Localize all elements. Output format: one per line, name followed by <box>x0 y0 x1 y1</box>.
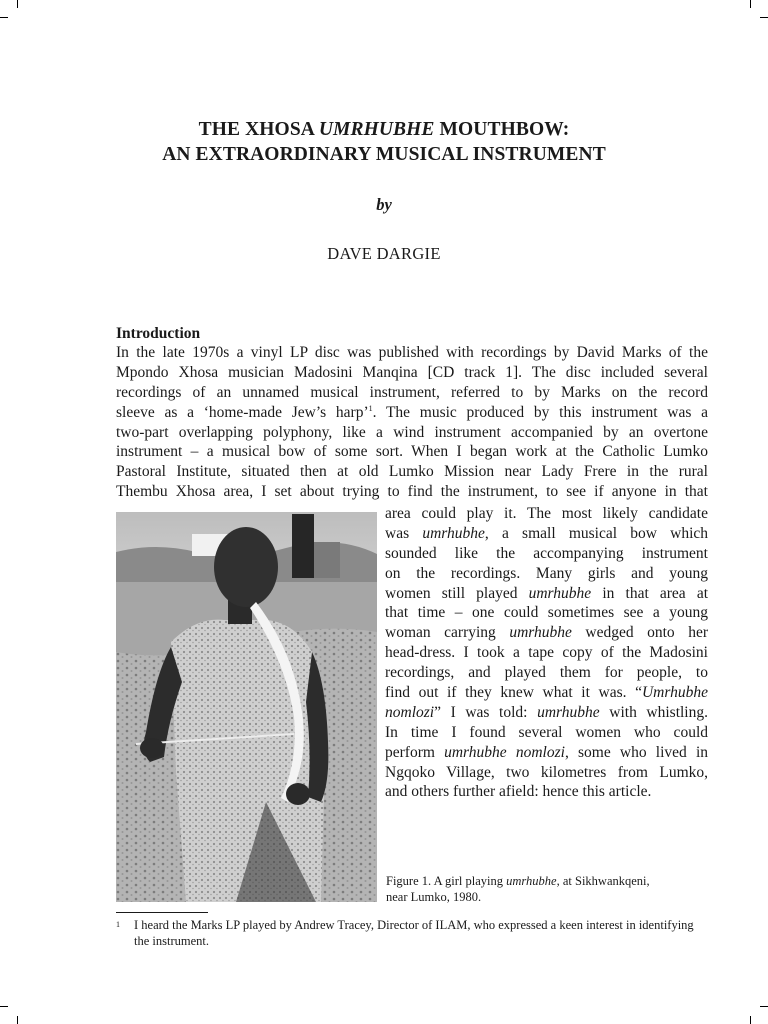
side-line: was umrhubhe, a small musical bow which <box>385 524 708 542</box>
intro-line: Mpondo Xhosa musician Madosini Manqina [CD track 1]. The disc included several <box>116 363 708 381</box>
side-line: find out if they knew what it was. “Umrhubhe <box>385 684 708 702</box>
side-line: sounded like the accompanying instrument <box>385 544 708 562</box>
crop-mark-top-left <box>0 17 8 18</box>
crop-mark-bottom-left <box>0 1006 8 1007</box>
intro-line: sleeve as a ‘home-made Jew’s harp’$^1$. The music produced by this instrument was a <box>116 403 708 421</box>
wrap-text-column <box>385 504 708 802</box>
intro-line: Pastoral Institute, situated then at old Lumko Mission near Lady Frere in the rural <box>116 463 708 481</box>
crop-mark-bottom-right <box>760 1006 768 1007</box>
side-line: on the recordings. Many girls and young <box>385 564 708 582</box>
photo-girl-playing-umrhubhe <box>116 512 377 902</box>
side-line: perform umrhubhe nomlozi, some who lived in <box>385 743 708 761</box>
intro-line: In the late 1970s a vinyl LP disc was published with recordings by David Marks of the <box>116 344 708 361</box>
figure-photo <box>116 512 377 902</box>
side-line: area could play it. The most likely candidate <box>385 505 708 522</box>
article-title <box>0 117 768 167</box>
footnote <box>116 917 708 949</box>
intro-line: two-part overlapping polyphony, like a wind instrument accompanied by an overtone <box>116 423 708 441</box>
intro-line: instrument – a musical bow of some sort. When I began work at the Catholic Lumko <box>116 443 708 461</box>
footnote-reference[interactable]: 1 <box>368 403 373 413</box>
byline: by <box>376 195 392 214</box>
crop-mark-top-right <box>760 17 768 18</box>
side-line: women still played umrhubhe in that area at <box>385 584 708 602</box>
footnote-number: 1 <box>116 920 120 929</box>
intro-line: recordings of an unnamed musical instrument, referred to by Marks on the record <box>116 383 708 401</box>
crop-mark-top-left-v <box>17 0 18 8</box>
author-name: DAVE DARGIE <box>327 244 441 263</box>
side-line: Ngqoko Village, two kilometres from Lumko, <box>385 763 708 781</box>
side-line: In time I found several women who could <box>385 723 708 741</box>
side-line: recordings, and played them for people, to <box>385 664 708 682</box>
section-heading: Introduction <box>116 325 201 342</box>
side-line: nomlozi” I was told: umrhubhe with whistling. <box>385 703 708 721</box>
crop-mark-bottom-right-v <box>750 1016 751 1024</box>
crop-mark-bottom-left-v <box>17 1016 18 1024</box>
footnote-divider <box>116 912 208 913</box>
footnote-text: I heard the Marks LP played by Andrew Tracey, Director of ILAM, who expressed a keen interest in identifying the instrument. <box>134 918 694 948</box>
side-line: that time – one could sometimes see a young <box>385 604 708 622</box>
side-line: and others further afield: hence this article. <box>385 783 652 801</box>
intro-paragraph <box>116 343 708 502</box>
title-line-1: THE XHOSA UMRHUBHE MOUTHBOW: <box>198 119 570 140</box>
title-line-2: AN EXTRAORDINARY MUSICAL INSTRUMENT <box>162 144 606 165</box>
intro-line: Thembu Xhosa area, I set about trying to find the instrument, to see if anyone in that <box>116 483 708 501</box>
side-line: head-dress. I took a tape copy of the Madosini <box>385 644 708 662</box>
figure-caption: Figure 1. A girl playing umrhubhe, at Sikhwankqeni, near Lumko, 1980. <box>386 874 650 904</box>
side-line: woman carrying umrhubhe wedged onto her <box>385 624 708 642</box>
crop-mark-top-right-v <box>750 0 751 8</box>
